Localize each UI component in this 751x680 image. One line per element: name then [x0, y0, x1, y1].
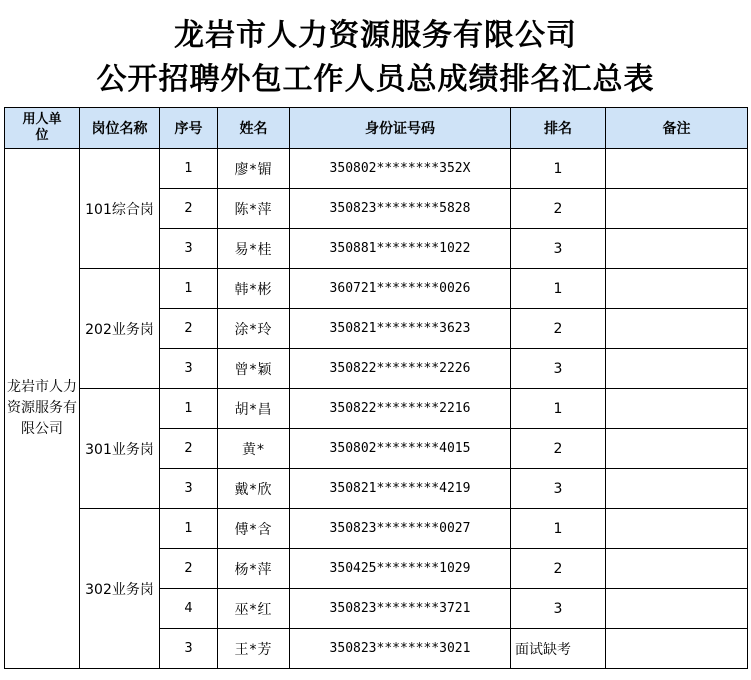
table-header-row [5, 108, 748, 149]
name-cell: 廖*镅 [218, 149, 290, 189]
note-cell [606, 429, 748, 469]
table-body [5, 149, 748, 669]
seq-cell: 4 [160, 589, 218, 629]
note-cell [606, 469, 748, 509]
rank-cell: 1 [511, 149, 606, 189]
table-row [5, 269, 748, 309]
name-cell: 易*桂 [218, 229, 290, 269]
table-row [5, 149, 748, 189]
note-cell [606, 509, 748, 549]
seq-cell: 2 [160, 189, 218, 229]
header-id: 身份证号码 [290, 108, 511, 149]
name-cell: 涂*玲 [218, 309, 290, 349]
seq-cell: 2 [160, 309, 218, 349]
header-unit [5, 108, 80, 149]
header-unit-label: 用人单位 [22, 112, 62, 143]
note-cell [606, 549, 748, 589]
note-cell [606, 149, 748, 189]
document-title-line2: 公开招聘外包工作人员总成绩排名汇总表 [96, 62, 655, 97]
note-cell [606, 189, 748, 229]
rank-cell: 面试缺考 [511, 629, 606, 669]
id-number-cell: 350823********3721 [290, 589, 511, 629]
name-cell: 韩*彬 [218, 269, 290, 309]
unit-cell: 龙岩市人力资源服务有限公司 [5, 149, 80, 669]
rank-cell: 2 [511, 549, 606, 589]
rank-cell: 2 [511, 429, 606, 469]
id-number-cell: 350821********3623 [290, 309, 511, 349]
header-rank: 排名 [511, 108, 606, 149]
rank-cell: 1 [511, 269, 606, 309]
id-number-cell: 350821********4219 [290, 469, 511, 509]
rank-cell: 3 [511, 589, 606, 629]
id-number-cell: 350823********0027 [290, 509, 511, 549]
document-title-line1: 龙岩市人力资源服务有限公司 [174, 18, 577, 53]
note-cell [606, 309, 748, 349]
seq-cell: 1 [160, 269, 218, 309]
id-number-cell: 350823********3021 [290, 629, 511, 669]
header-seq: 序号 [160, 108, 218, 149]
id-number-cell: 350802********352X [290, 149, 511, 189]
name-cell: 黄* [218, 429, 290, 469]
id-number-cell: 360721********0026 [290, 269, 511, 309]
seq-cell: 2 [160, 429, 218, 469]
note-cell [606, 349, 748, 389]
id-number-cell: 350822********2216 [290, 389, 511, 429]
table-row [5, 509, 748, 549]
ranking-table [4, 107, 748, 669]
header-note: 备注 [606, 108, 748, 149]
table-row [5, 389, 748, 429]
rank-cell: 3 [511, 229, 606, 269]
seq-cell: 3 [160, 629, 218, 669]
header-position: 岗位名称 [80, 108, 160, 149]
name-cell: 傅*含 [218, 509, 290, 549]
note-cell [606, 589, 748, 629]
rank-cell: 3 [511, 349, 606, 389]
seq-cell: 3 [160, 469, 218, 509]
seq-cell: 3 [160, 349, 218, 389]
name-cell: 曾*颖 [218, 349, 290, 389]
seq-cell: 1 [160, 149, 218, 189]
id-number-cell: 350822********2226 [290, 349, 511, 389]
id-number-cell: 350425********1029 [290, 549, 511, 589]
rank-cell: 2 [511, 189, 606, 229]
id-number-cell: 350823********5828 [290, 189, 511, 229]
id-number-cell: 350881********1022 [290, 229, 511, 269]
seq-cell: 2 [160, 549, 218, 589]
position-cell: 302业务岗 [80, 509, 160, 669]
name-cell: 胡*昌 [218, 389, 290, 429]
note-cell [606, 269, 748, 309]
header-name: 姓名 [218, 108, 290, 149]
position-cell: 101综合岗 [80, 149, 160, 269]
rank-cell: 1 [511, 389, 606, 429]
seq-cell: 1 [160, 509, 218, 549]
name-cell: 巫*红 [218, 589, 290, 629]
position-cell: 202业务岗 [80, 269, 160, 389]
rank-cell: 2 [511, 309, 606, 349]
note-cell [606, 389, 748, 429]
id-number-cell: 350802********4015 [290, 429, 511, 469]
name-cell: 王*芳 [218, 629, 290, 669]
seq-cell: 3 [160, 229, 218, 269]
name-cell: 杨*萍 [218, 549, 290, 589]
position-cell: 301业务岗 [80, 389, 160, 509]
name-cell: 戴*欣 [218, 469, 290, 509]
note-cell [606, 629, 748, 669]
name-cell: 陈*萍 [218, 189, 290, 229]
seq-cell: 1 [160, 389, 218, 429]
rank-cell: 1 [511, 509, 606, 549]
note-cell [606, 229, 748, 269]
rank-cell: 3 [511, 469, 606, 509]
